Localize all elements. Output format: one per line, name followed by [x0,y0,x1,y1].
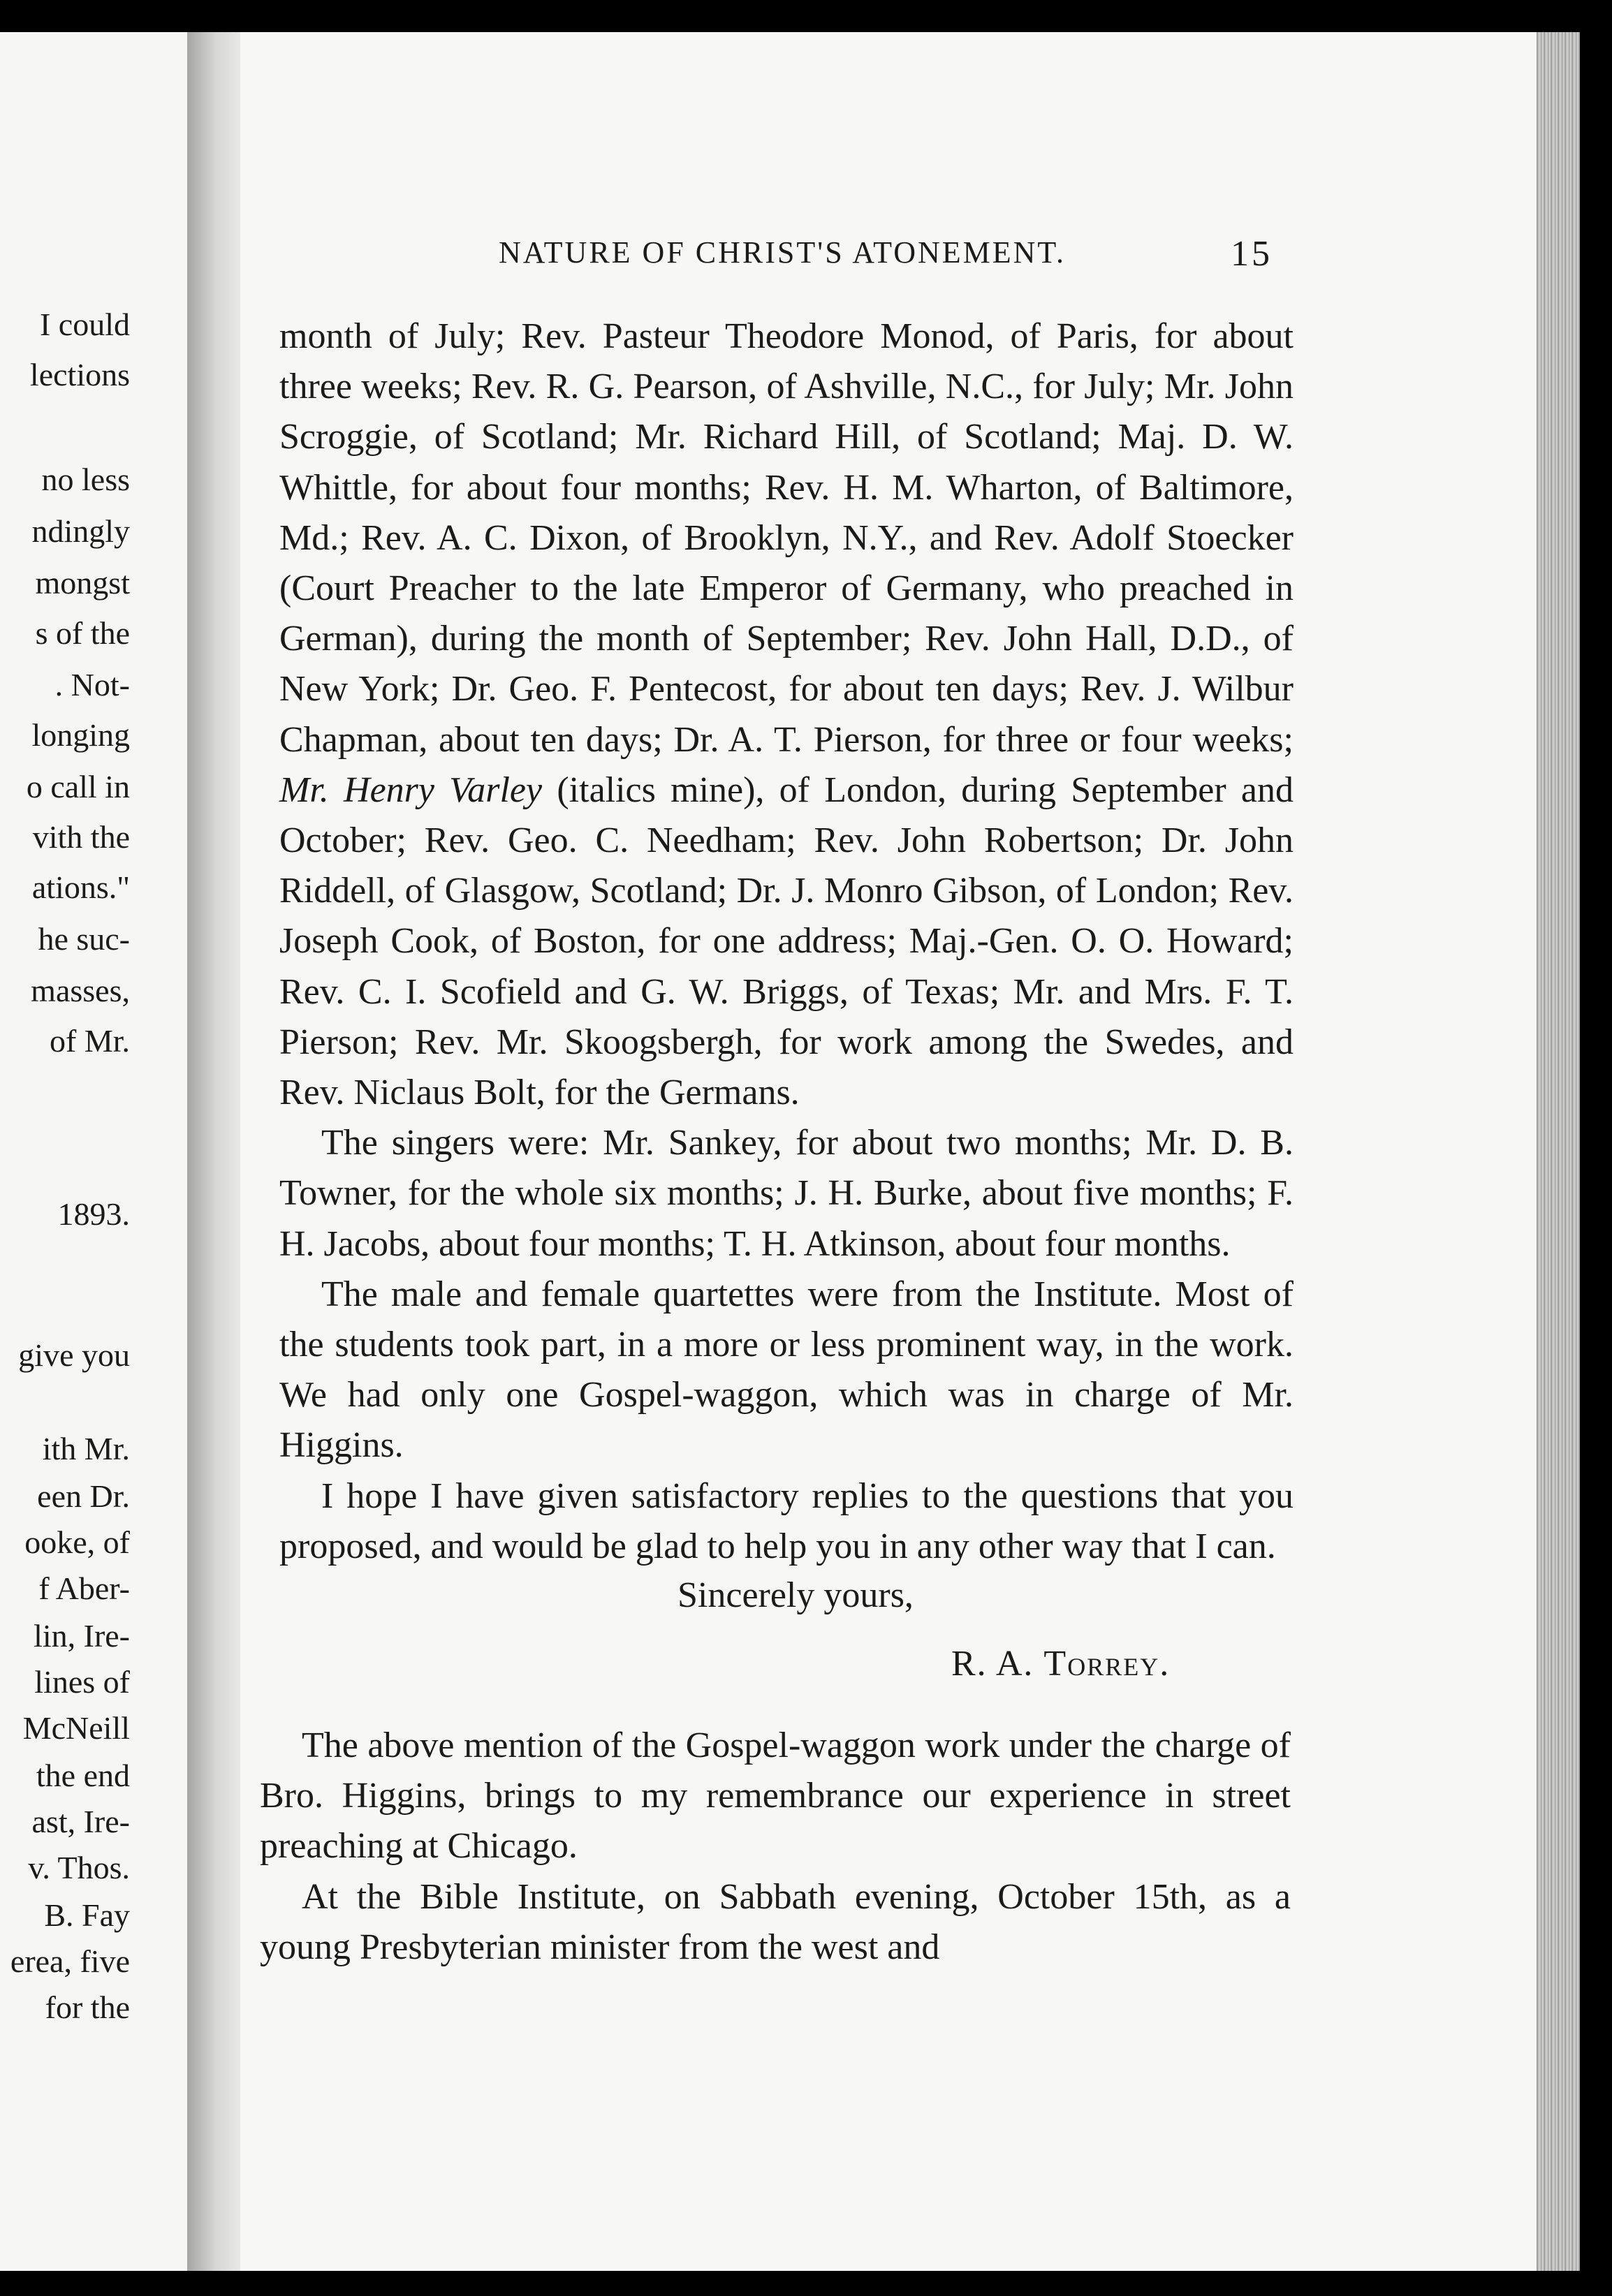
running-head: NATURE OF CHRIST'S ATONEMENT. [499,235,1067,270]
facing-page-line: McNeill [22,1710,130,1746]
facing-page-line: he suc- [38,921,130,957]
facing-page-line: s of the [35,615,130,651]
paragraph-gospel-waggon: The above mention of the Gospel-waggon work under the charge of Bro. Higgins, brings to my remembrance our experience in street preaching at Chicago. [260,1725,1291,1867]
paragraph-text: (italics mine), of London, during September and October; Rev. Geo. C. Needham; Rev. John Robertson; Dr. John Riddell, of Glasgow, Scotland; Dr. J. Monro Gibson, of London; Rev. Joseph Cook, of Boston, for one address; Maj.-Gen. O. O. Howard; Rev. C. I. Scofield and G. W. Briggs, of Texas; Mr. and Mrs. F. T. Pierson; Rev. Mr. Skoogsbergh, for work among the Swedes, and Rev. Niclaus Bolt, for the Germans. [279,770,1294,1113]
facing-page-line: ndingly [31,513,130,549]
facing-page-line: give you [18,1337,130,1373]
facing-page-line: ations." [31,869,130,905]
paragraph-quartettes: The male and female quartettes were from the Institute. Most of the students took part, in a more or less prominent way, in the work. We had only one Gospel-waggon, which was in charge of Mr. Higgins. [279,1274,1294,1466]
facing-page-line: lines of [34,1664,130,1700]
facing-page-line: lections [29,357,130,392]
facing-page-line: no less [41,462,130,497]
facing-page-line: B. Fay [44,1897,130,1933]
facing-page-line: longing [31,717,130,753]
facing-page-line: ast, Ire- [31,1804,130,1839]
facing-page-line: I could [39,307,130,342]
page-number: 15 [1231,234,1273,274]
facing-page-line: 1893. [57,1196,130,1232]
facing-page-line: een Dr. [37,1478,130,1514]
facing-page-line: masses, [31,973,130,1008]
paragraph-closing-remark: I hope I have given satisfactory replies to the questions that you proposed, and would be glad to help you in any other way that I can. [279,1476,1294,1566]
facing-page-line: erea, five [10,1943,130,1979]
paragraph-bible-institute: At the Bible Institute, on Sabbath evening, October 15th, as a young Presbyterian minister from the west and [260,1876,1291,1967]
facing-page-line: . Not- [54,667,130,702]
narrative-text [260,1721,1291,1973]
letter-signature: R. A. Torrey. [951,1644,1171,1684]
facing-page-line: lin, Ire- [34,1618,130,1654]
paragraph-text: month of July; Rev. Pasteur Theodore Monod, of Paris, for about three weeks; Rev. R. G. Pearson, of Ashville, N.C., for July; Mr. John Scroggie, of Scotland; Mr. Richard Hill, of Scotland; Maj. D. W. Whittle, for about four months; Rev. H. M. Wharton, of Baltimore, Md.; Rev. A. C. Dixon, of Brooklyn, N.Y., and Rev. Adolf Stoecker (Court Preacher to the late Emperor of Germany, who preached in German), during the month of September; Rev. John Hall, D.D., of New York; Dr. Geo. F. Pentecost, for about ten days; Rev. J. Wilbur Chapman, about ten days; Dr. A. T. Pierson, for three or four weeks; [279,316,1294,760]
facing-page-line: for the [45,1989,130,2025]
letter-body [279,311,1294,1572]
paragraph-clergy-list [279,311,1294,1118]
facing-page-line: ooke, of [24,1524,130,1560]
facing-page-line: vith the [32,819,130,855]
facing-page-line: of Mr. [50,1023,130,1059]
facing-page-line: mongst [35,565,130,601]
facing-page-line: f Aber- [38,1570,130,1606]
facing-page-line: v. Thos. [28,1850,130,1885]
facing-page-line: ith Mr. [42,1431,130,1466]
facing-page [0,32,197,2271]
paragraph-singers: The singers were: Mr. Sankey, for about two months; Mr. D. B. Towner, for the whole six months; J. H. Burke, about five months; F. H. Jacobs, about four months; T. H. Atkinson, about four months. [279,1123,1294,1264]
letter-closing: Sincerely yours, [677,1575,914,1615]
italic-name: Mr. Henry Varley [279,770,543,810]
facing-page-line: the end [36,1758,130,1793]
facing-page-line: o call in [26,769,130,804]
page-edge [1537,32,1580,2271]
